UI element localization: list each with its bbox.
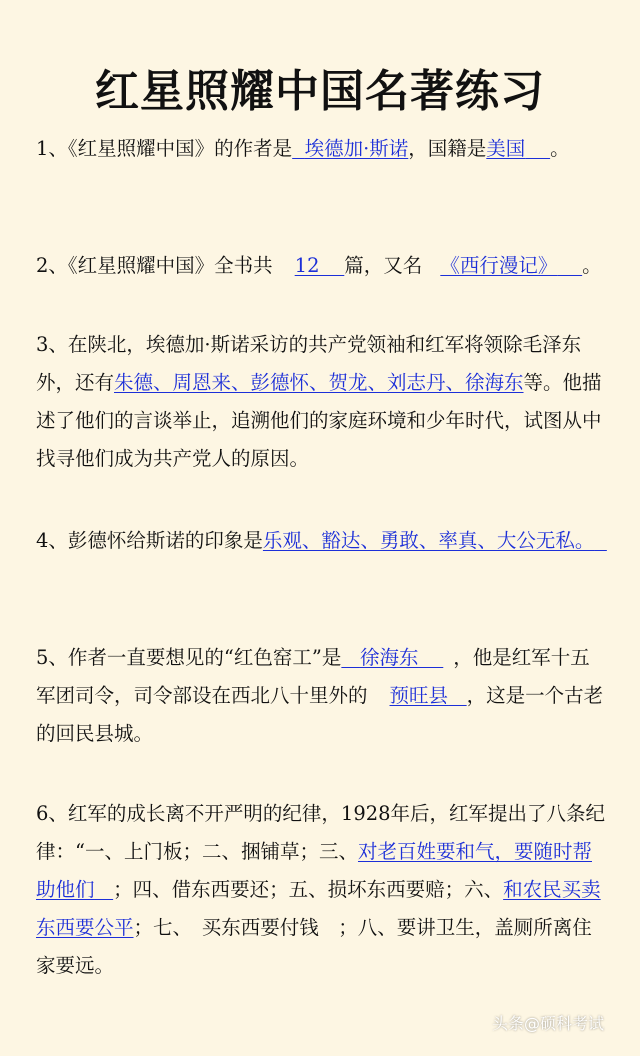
q3-text-a: 3、在陕北，埃德加·斯诺采访的共产党领袖和红军将领除毛泽东外，还有: [36, 333, 582, 394]
q6-answer-rule-3: 对老百姓要和气，要随时帮助他们: [36, 840, 592, 901]
q6-text-e: ；七、 买东西要付钱 ；八、要讲卫生，盖厕所离住家要远。: [36, 916, 592, 977]
question-1: [36, 130, 608, 168]
q1-answer-author: 埃德加·斯诺: [304, 137, 409, 160]
q5-text-a: 5、作者一直要想见的“红色窑工”是: [36, 646, 342, 669]
q1-text-e: 。: [550, 137, 570, 160]
q6-text-c: ；四、借东西要还；五、损坏东西要赔；六、: [113, 878, 504, 901]
q2-answer-count: 12: [294, 254, 320, 277]
question-6: [36, 795, 608, 985]
page-title: 红星照耀中国名著练习: [95, 66, 545, 117]
q3-text-c: 等。他描述了他们的言谈举止，追溯他们的家庭环境和少年时代，试图从中找寻他们成为共产党人的原因。: [36, 371, 602, 470]
question-3: [36, 326, 608, 478]
q2-text-c: 篇，又名: [344, 254, 423, 277]
q1-answer-nationality: 美国: [486, 137, 526, 160]
q3-answer-leaders: 朱德、周恩来、彭德怀、贺龙、刘志丹、徐海东: [114, 371, 524, 394]
question-4: [36, 522, 608, 560]
q2-text-a: 2、《红星照耀中国》全书共: [36, 254, 273, 277]
q5-text-e: ，这是一个古老的回民县城。: [36, 684, 604, 745]
question-5: [36, 639, 608, 753]
question-2: [36, 247, 608, 285]
q6-text-a: 6、红军的成长离不开严明的纪律，1928年后，红军提出了八条纪律：“一、上门板；二、捆铺草；三、: [36, 802, 606, 863]
q1-text-c: ，国籍是: [408, 137, 487, 160]
q5-answer-county: 预旺县: [389, 684, 449, 707]
q1-text-a: 1、《红星照耀中国》的作者是: [36, 137, 293, 160]
q4-answer-impression: 乐观、豁达、勇敢、率真、大公无私。: [262, 529, 595, 552]
q4-text-a: 4、彭德怀给斯诺的印象是: [36, 529, 263, 552]
q2-text-e: 。: [582, 254, 602, 277]
q6-answer-rule-6: 和农民买卖东西要公平: [36, 878, 601, 939]
watermark: 头条@硕科考试: [491, 1014, 604, 1033]
q5-answer-person: 徐海东: [359, 646, 419, 669]
q2-answer-alias: 《西行漫记》: [440, 254, 558, 277]
q5-text-c: ，他是红军十五军团司令，司令部设在西北八十里外的: [36, 646, 590, 707]
